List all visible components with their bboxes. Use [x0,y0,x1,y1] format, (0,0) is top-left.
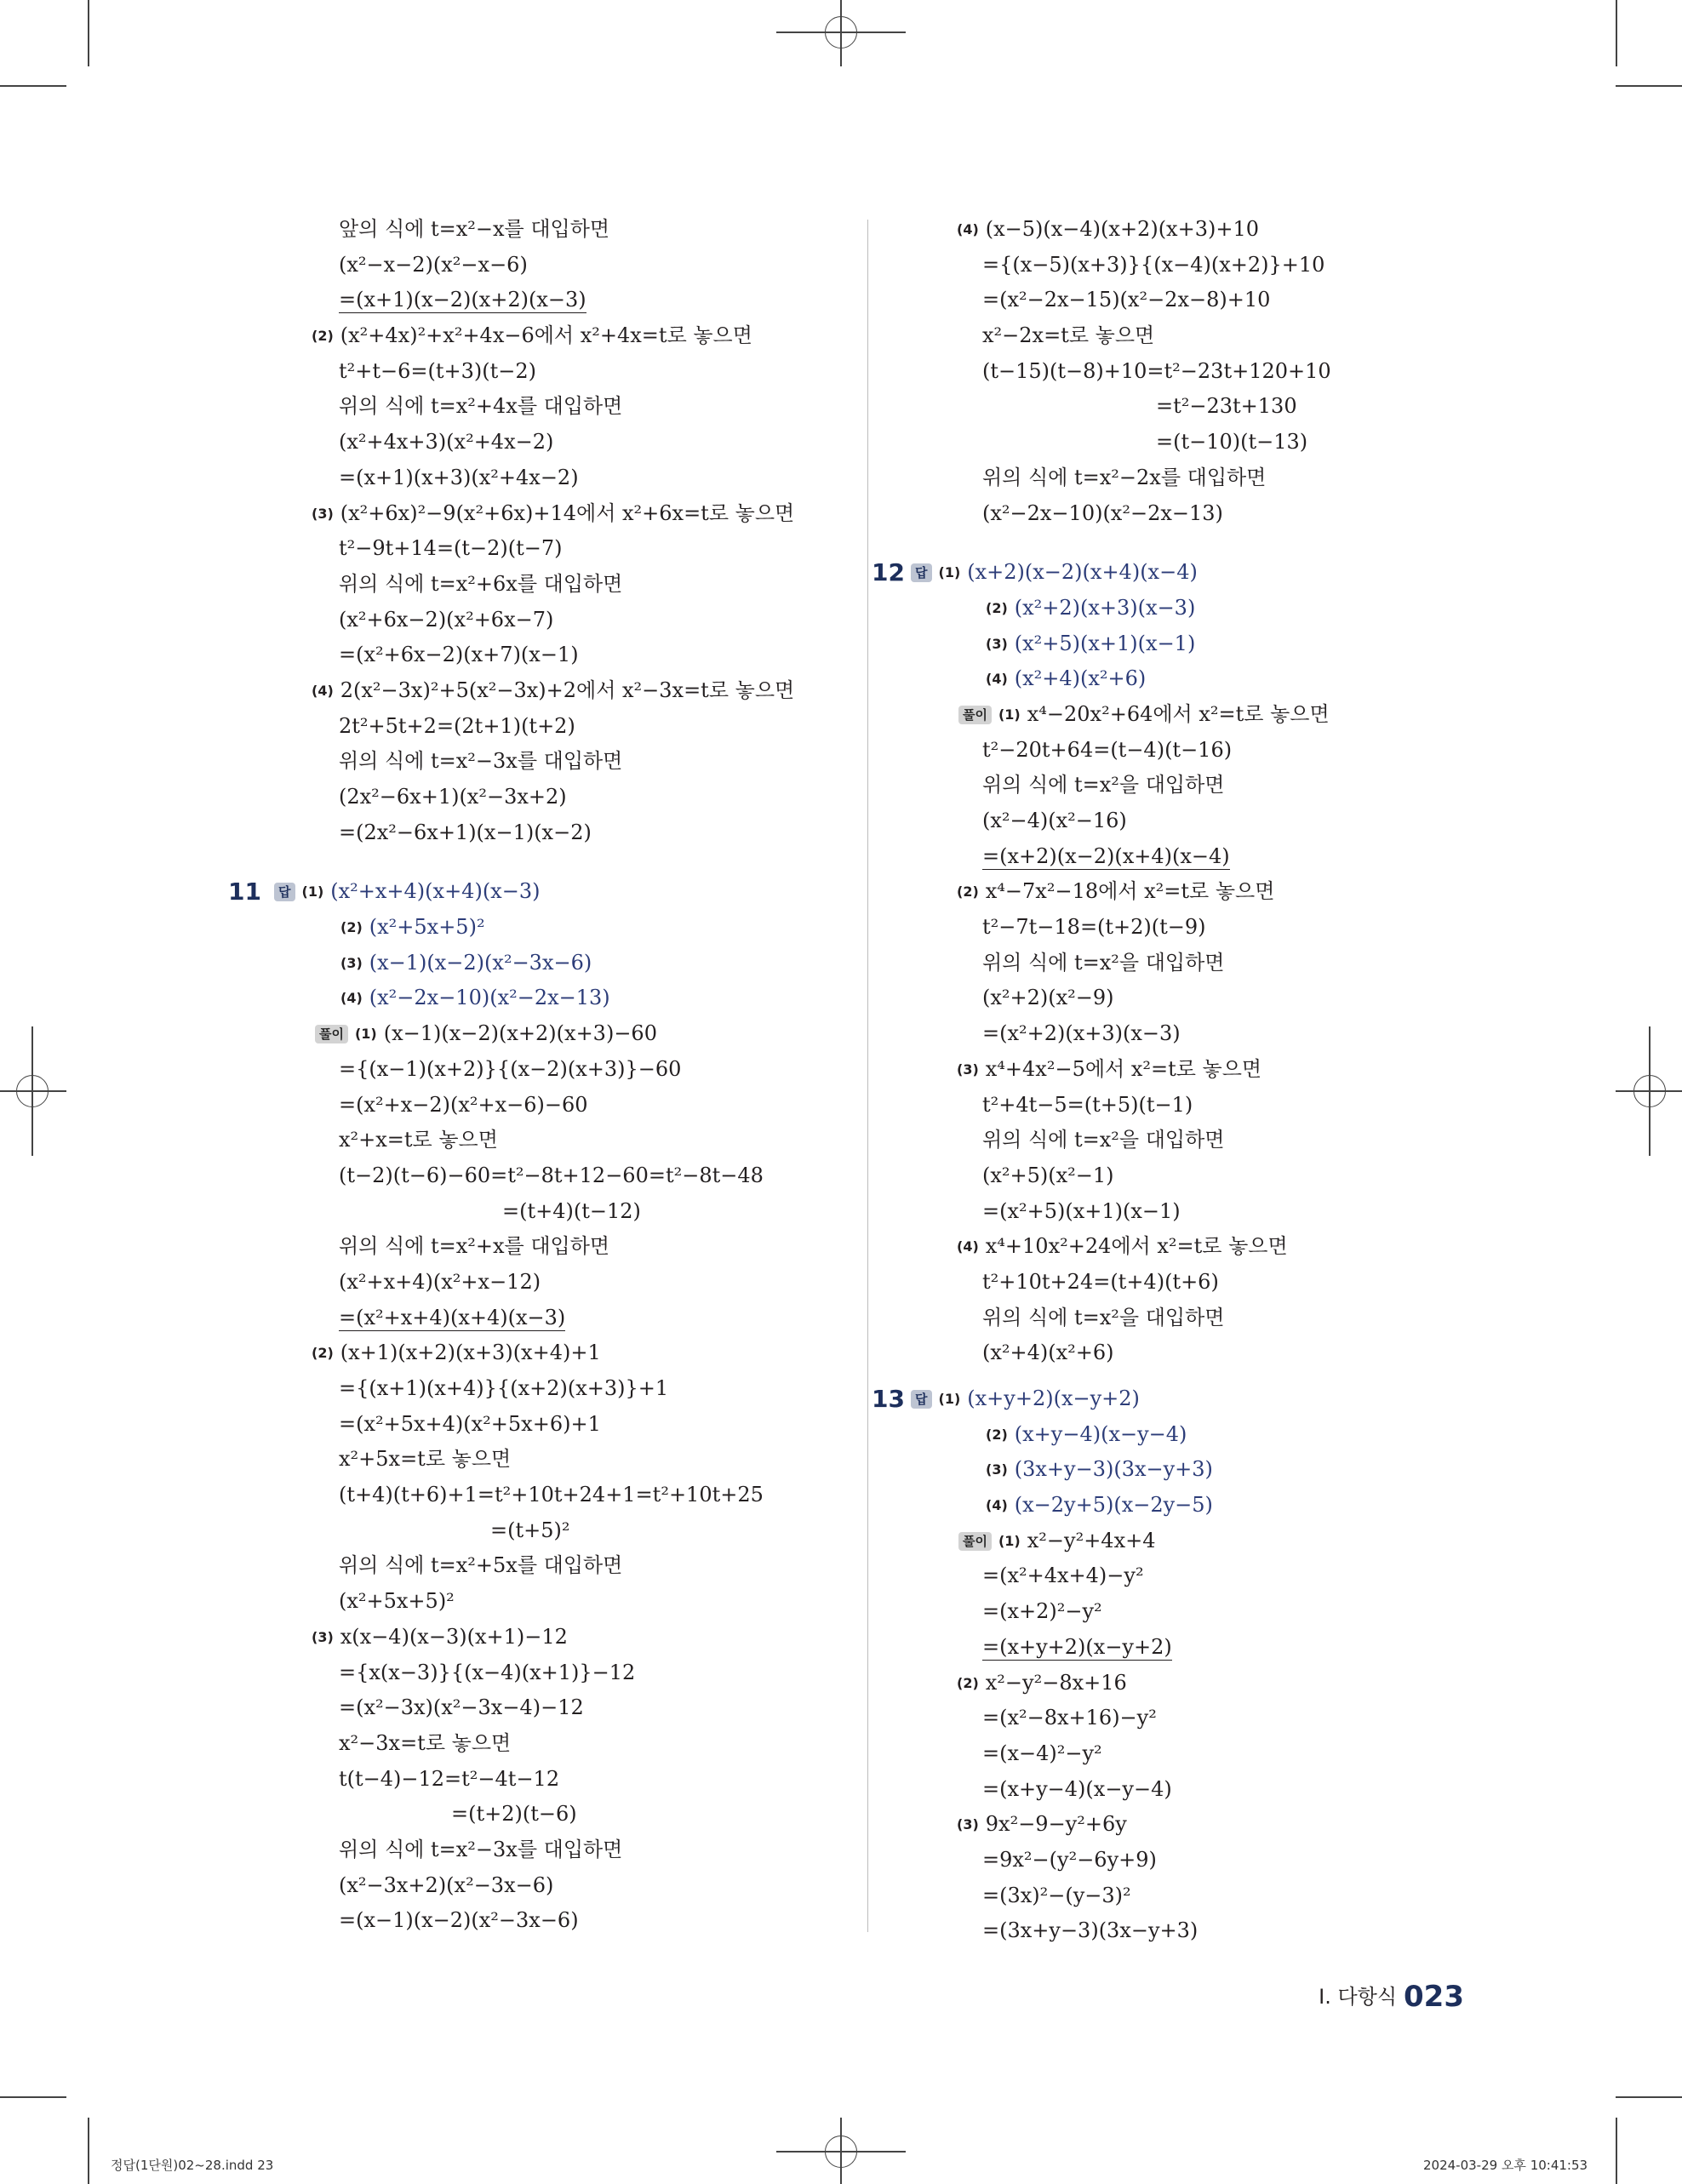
solution-line: (x²+4x+3)(x²+4x−2) [339,430,554,455]
section-title: Ⅰ. 다항식 [1319,1985,1398,2009]
final-answer-underline: =(x²+x+4)(x+4)(x−3) [339,1305,566,1329]
answer-line [911,626,1456,662]
sub-problem-header [271,1335,858,1371]
problem-number: 11 [228,878,261,906]
solution-line: 위의 식에 t=x²+x를 대입하면 [339,1234,610,1259]
answer-badge: 답 [274,883,295,901]
final-answer-underline: =(x+2)(x−2)(x+4)(x−4) [982,843,1230,868]
crop-mark [1616,2118,1617,2184]
sub-problem-header [271,1620,858,1655]
sub-label: (3) [340,954,363,971]
sub-label: (3) [312,1628,334,1645]
solution-line: (t−15)(t−8)+10=t²−23t+120+10 [982,358,1331,383]
sub-problem-header [271,496,858,532]
sub-problem-header [911,1229,1456,1265]
solution-line-aligned: =t²−23t+130 [1156,394,1297,419]
solution-line-aligned: =(t−10)(t−13) [1156,430,1308,455]
sub-label: (4) [957,1238,979,1255]
solution-line: (x²+5)(x²−1) [982,1163,1114,1187]
crop-mark [1616,85,1682,87]
solution-text: x²−y²−8x+16 [985,1670,1127,1695]
problem-13-answer-header [863,1381,1456,1417]
answer-text: (x²+5x+5)² [369,915,485,940]
solution-line: 위의 식에 t=x²−2x를 대입하면 [982,465,1267,489]
left-column [228,212,858,1939]
sub-label: (3) [312,505,334,522]
solution-line: 위의 식에 t=x²을 대입하면 [982,1128,1225,1152]
solution-line: 위의 식에 t=x²을 대입하면 [982,950,1225,975]
solution-text: x⁴−20x²+64에서 x²=t로 놓으면 [1027,701,1330,726]
sub-label: (2) [312,328,334,345]
solution-line: ={(x−5)(x+3)}{(x−4)(x+2)}+10 [982,252,1325,277]
answer-line [911,661,1456,697]
registration-mark-line [0,1090,66,1092]
solution-line: t(t−4)−12=t²−4t−12 [339,1766,560,1791]
solution-line: (t−2)(t−6)−60=t²−8t+12−60=t²−8t−48 [339,1163,764,1187]
solution-line: (x²+6x−2)(x²+6x−7) [339,607,554,632]
solution-line-aligned: =(t+5)² [490,1518,570,1542]
answer-text: (x²+4)(x²+6) [1014,666,1147,691]
sub-label: (3) [957,1816,979,1833]
solution-line: t²+4t−5=(t+5)(t−1) [982,1092,1193,1117]
answer-text: (3x+y−3)(3x−y+3) [1014,1457,1213,1482]
print-slug-timestamp: 2024-03-29 오후 10:41:53 [1423,2158,1588,2173]
sub-label: (2) [957,883,979,900]
solution-line: ={x(x−3)}{(x−4)(x+1)}−12 [339,1660,636,1684]
sub-label: (4) [957,221,979,237]
solution-badge: 풀이 [315,1025,348,1043]
solution-line-aligned: =(t+2)(t−6) [451,1802,577,1827]
solution-line: x²−3x=t로 놓으면 [339,1730,512,1755]
answer-badge: 답 [911,563,932,582]
solution-line: =(x²+4x+4)−y² [982,1564,1144,1588]
solution-line: =(x²+5)(x+1)(x−1) [982,1198,1181,1223]
solution-line: t²+10t+24=(t+4)(t+6) [982,1269,1219,1294]
solution-text: x²−y²+4x+4 [1027,1528,1156,1552]
answer-line [271,981,858,1016]
solution-header [911,697,1456,733]
answer-text: (x+y+2)(x−y+2) [967,1386,1140,1410]
sub-label: (2) [312,1345,334,1362]
solution-text: 2(x²−3x)²+5(x²−3x)+2에서 x²−3x=t로 놓으면 [340,677,795,702]
crop-mark [0,2096,66,2098]
page-footer [1209,1980,1464,2014]
sub-label: (2) [986,1426,1008,1443]
solution-line: (x²+2)(x²−9) [982,986,1114,1010]
problem-number: 12 [872,558,905,587]
solution-line: =(x−1)(x−2)(x²−3x−6) [339,1908,579,1933]
sub-label: (3) [957,1061,979,1078]
solution-line: =(x²+x−2)(x²+x−6)−60 [339,1092,588,1117]
sub-problem-header [911,1807,1456,1843]
problem-number: 13 [872,1385,905,1413]
solution-line: 앞의 식에 t=x²−x를 대입하면 [339,217,610,241]
sub-label: (2) [986,599,1008,616]
solution-line: t²−20t+64=(t−4)(t−16) [982,737,1233,762]
sub-label: (4) [986,671,1008,688]
solution-line: (x²+5x+5)² [339,1589,455,1614]
solution-line [911,839,1456,875]
sub-problem-header [271,673,858,709]
solution-line: 위의 식에 t=x²−3x를 대입하면 [339,749,623,774]
solution-line: (x²−3x+2)(x²−3x−6) [339,1872,554,1897]
crop-mark [88,0,89,66]
solution-line: x²−2x=t로 놓으면 [982,323,1155,348]
solution-header [911,1524,1456,1559]
sub-problem-header [911,1666,1456,1701]
answer-text: (x−2y+5)(x−2y−5) [1014,1493,1213,1518]
sub-problem-header [911,874,1456,910]
sub-problem-header [911,1052,1456,1088]
solution-line: 위의 식에 t=x²을 대입하면 [982,1305,1225,1329]
solution-header [271,1016,858,1052]
sub-label: (1) [938,1391,961,1407]
solution-line: t²−9t+14=(t−2)(t−7) [339,536,563,561]
solution-line: =(x²−3x)(x²−3x−4)−12 [339,1695,584,1720]
solution-line [271,1301,858,1336]
solution-text: (x−1)(x−2)(x+2)(x+3)−60 [383,1021,657,1046]
solution-line: 위의 식에 t=x²+4x를 대입하면 [339,394,623,419]
answer-text: (x²+5)(x+1)(x−1) [1014,631,1196,655]
problem-11-answer-header [228,874,858,910]
answer-text: (x−1)(x−2)(x²−3x−6) [369,950,592,975]
solution-text: (x+1)(x+2)(x+3)(x+4)+1 [340,1341,601,1365]
sub-label: (1) [354,1026,377,1043]
answer-line [271,910,858,946]
final-answer-underline: =(x+y+2)(x−y+2) [982,1634,1172,1659]
sub-label: (1) [938,564,961,581]
answer-text: (x+2)(x−2)(x+4)(x−4) [967,560,1198,585]
sub-label: (3) [986,1461,1008,1478]
solution-line: =(x+2)²−y² [982,1599,1102,1624]
sub-label: (4) [312,682,334,699]
sub-label: (4) [340,990,363,1007]
solution-text: (x²+4x)²+x²+4x−6에서 x²+4x=t로 놓으면 [340,323,752,348]
solution-line: =(x−4)²−y² [982,1741,1102,1765]
solution-line: 위의 식에 t=x²+5x를 대입하면 [339,1553,623,1578]
solution-line: x²+5x=t로 놓으면 [339,1447,512,1472]
solution-line: 2t²+5t+2=(2t+1)(t+2) [339,713,575,738]
registration-mark-line [31,1026,33,1156]
solution-text: 9x²−9−y²+6y [985,1812,1127,1837]
solution-line: =(2x²−6x+1)(x−1)(x−2) [339,820,592,844]
solution-line: ={(x+1)(x+4)}{(x+2)(x+3)}+1 [339,1376,669,1400]
solution-text: (x−5)(x−4)(x+2)(x+3)+10 [985,217,1259,241]
sub-label: (2) [340,919,363,936]
print-slug-file: 정답(1단원)02~28.indd 23 [111,2158,274,2173]
solution-line: t²+t−6=(t+3)(t−2) [339,358,537,383]
registration-mark-line [840,2118,842,2184]
solution-line: =(x²−2x−15)(x²−2x−8)+10 [982,288,1271,312]
answer-badge: 답 [911,1390,932,1409]
solution-line: =(x²+5x+4)(x²+5x+6)+1 [339,1411,601,1436]
answer-line [271,946,858,981]
solution-line: (x²−2x−10)(x²−2x−13) [982,500,1223,525]
solution-line: (x²+4)(x²+6) [982,1341,1114,1365]
solution-line: x²+x=t로 놓으면 [339,1128,498,1152]
answer-line [911,1417,1456,1453]
sub-label: (1) [998,706,1021,723]
answer-line [911,591,1456,626]
solution-line: (x²−4)(x²−16) [982,809,1127,832]
solution-text: (x²+6x)²−9(x²+6x)+14에서 x²+6x=t로 놓으면 [340,500,795,525]
solution-line: =(x²−8x+16)−y² [982,1706,1157,1730]
solution-line-aligned: =(t+4)(t−12) [502,1198,641,1223]
registration-mark-line [840,0,842,66]
sub-label: (1) [301,883,324,900]
crop-mark [0,85,66,87]
sub-label: (1) [998,1532,1021,1549]
solution-line: =(x+1)(x+3)(x²+4x−2) [339,465,579,489]
solution-line: t²−7t−18=(t+2)(t−9) [982,915,1206,940]
solution-line: =(3x+y−3)(3x−y+3) [982,1918,1199,1943]
solution-badge: 풀이 [958,706,992,724]
answer-line [911,1488,1456,1524]
solution-line: (x²+x+4)(x²+x−12) [339,1269,541,1294]
solution-line: =9x²−(y²−6y+9) [982,1847,1157,1872]
solution-line: ={(x−1)(x+2)}{(x−2)(x+3)}−60 [339,1056,682,1081]
answer-text: (x²+2)(x+3)(x−3) [1014,595,1196,620]
solution-line: (x²−x−2)(x²−x−6) [339,252,528,277]
solution-line: 위의 식에 t=x²+6x를 대입하면 [339,571,623,596]
solution-text: x(x−4)(x−3)(x+1)−12 [340,1624,568,1649]
solution-line: =(x²+6x−2)(x+7)(x−1) [339,643,579,667]
crop-mark [1616,0,1617,66]
answer-line [911,1452,1456,1488]
solution-line: =(x+y−4)(x−y−4) [982,1776,1172,1801]
sub-label: (4) [986,1497,1008,1514]
solution-text: x⁴+10x²+24에서 x²=t로 놓으면 [985,1234,1288,1259]
answer-text: (x+y−4)(x−y−4) [1014,1421,1187,1446]
problem-12-answer-header [863,555,1456,591]
crop-mark [88,2118,89,2184]
sub-problem-header [911,212,1456,248]
solution-line: =(x²+2)(x+3)(x−3) [982,1021,1181,1046]
registration-mark-line [1649,1026,1651,1156]
solution-line: (2x²−6x+1)(x²−3x+2) [339,785,567,809]
sub-problem-header [271,318,858,354]
column-divider [867,220,868,1932]
answer-text: (x²−2x−10)(x²−2x−13) [369,986,610,1010]
page-number: 023 [1404,1980,1464,2014]
solution-badge: 풀이 [958,1532,992,1551]
solution-text: x⁴−7x²−18에서 x²=t로 놓으면 [985,879,1275,904]
solution-line: 위의 식에 t=x²을 대입하면 [982,773,1225,798]
solution-text: x⁴+4x²−5에서 x²=t로 놓으면 [985,1056,1262,1081]
answer-text: (x²+x+4)(x+4)(x−3) [330,879,541,904]
sub-label: (3) [986,635,1008,652]
sub-label: (2) [957,1674,979,1691]
solution-line [271,283,858,318]
solution-line: =(3x)²−(y−3)² [982,1883,1131,1907]
final-answer-underline: =(x+1)(x−2)(x+2)(x−3) [339,288,586,312]
right-column [872,212,1456,1949]
solution-line: (t+4)(t+6)+1=t²+10t+24+1=t²+10t+25 [339,1483,764,1507]
crop-mark [1616,2096,1682,2098]
solution-line: 위의 식에 t=x²−3x를 대입하면 [339,1837,623,1861]
solution-line [911,1630,1456,1666]
